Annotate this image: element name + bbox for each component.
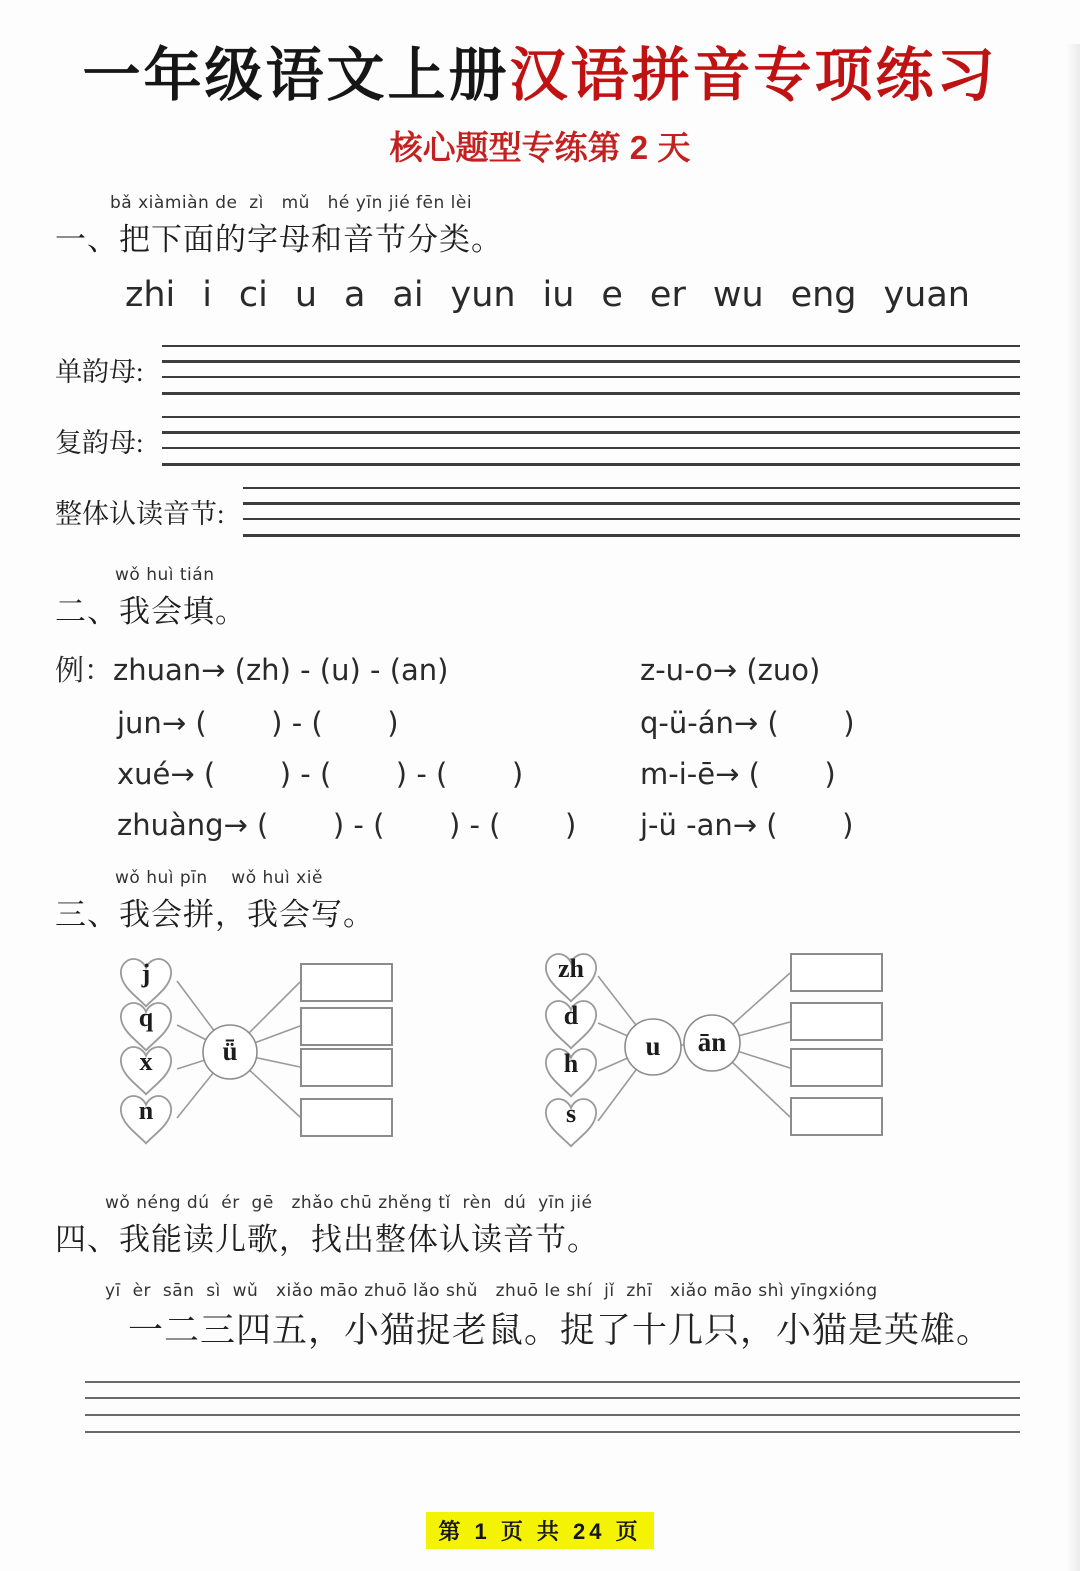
writing-staff xyxy=(162,345,1020,395)
heart-letter: j xyxy=(141,958,151,988)
syllable-item: u xyxy=(294,274,318,315)
syllable-item: ci xyxy=(238,274,268,315)
section2-pinyin: wǒ huì tián xyxy=(115,564,215,585)
syllable-item: i xyxy=(202,274,212,315)
section4-heading: 四、我能读儿歌，找出整体认读音节。 xyxy=(55,1221,599,1257)
fill-expression: z-u-o→ (zuo) xyxy=(640,652,821,687)
initial-heart xyxy=(540,1043,602,1100)
syllable-item: er xyxy=(649,274,686,315)
section3-heading: 三、我会拼，我会写。 xyxy=(55,896,375,932)
page-footer xyxy=(0,1512,1080,1549)
fill-expression: j-ü -an→ ( ) xyxy=(640,807,854,842)
vowel-circle-label: ǖ xyxy=(222,1035,238,1066)
fill-row xyxy=(55,706,1020,740)
fill-expression: 例：zhuan→ (zh) - (u) - (an) xyxy=(55,652,449,687)
poem-pinyin: yī èr sān sì wǔ xiǎo māo zhuō lǎo shǔ zhuō le shí jǐ zhī xiǎo māo shì yīngxióng xyxy=(105,1280,878,1301)
section-spell-write xyxy=(55,868,1020,1163)
fill-rows xyxy=(55,648,1020,842)
scan-edge-shadow xyxy=(1066,44,1080,1571)
section1-pinyin: bǎ xiàmiàn de zì mǔ hé yīn jié fēn lèi xyxy=(110,192,473,213)
syllable-item: ai xyxy=(392,274,424,315)
heart-letter: zh xyxy=(558,953,584,983)
syllable-item: e xyxy=(601,274,623,315)
section2-heading: 二、我会填。 xyxy=(55,593,247,629)
poem-text: 一二三四五，小猫捉老鼠。捉了十几只，小猫是英雄。 xyxy=(128,1310,993,1350)
page-title-red: 汉语拼音专项练习 xyxy=(509,43,998,108)
syllable-item: yuan xyxy=(883,274,970,315)
fill-expression: xué→ ( ) - ( ) - ( ) xyxy=(117,756,524,791)
syllable-item: iu xyxy=(542,274,575,315)
syllable-item: wu xyxy=(712,274,764,315)
answer-box xyxy=(790,953,883,992)
syllable-item: a xyxy=(343,274,366,315)
section-read-rhyme xyxy=(55,1193,1020,1353)
initial-heart xyxy=(540,1093,602,1150)
page-title-black: 一年级语文上册 xyxy=(82,43,510,108)
heart-letter: d xyxy=(563,1000,579,1030)
diagram-u-umlaut xyxy=(115,948,415,1153)
fill-expression: zhuàng→ ( ) - ( ) - ( ) xyxy=(117,807,577,842)
page-subtitle: 核心题型专练第 2 天 xyxy=(389,128,691,166)
heart-letter: n xyxy=(138,1095,154,1125)
answer-box xyxy=(300,1098,393,1137)
fill-row xyxy=(55,808,1020,842)
initial-heart xyxy=(115,1090,177,1147)
syllable-item: zhi xyxy=(125,274,176,315)
category-label: 单韵母: xyxy=(55,357,144,388)
category-lines xyxy=(55,345,1020,537)
heart-letter: s xyxy=(565,1098,577,1128)
category-row-whole-syllables xyxy=(55,487,1020,537)
heart-letter: q xyxy=(138,1002,154,1032)
syllable-list xyxy=(125,275,970,315)
category-label: 复韵母: xyxy=(55,428,144,459)
answer-box xyxy=(300,1048,393,1087)
answer-box xyxy=(790,1002,883,1041)
writing-staff xyxy=(162,416,1020,466)
syllable-item: yun xyxy=(450,274,516,315)
fill-row-example xyxy=(55,648,1020,689)
writing-staff xyxy=(85,1381,1020,1433)
section4-pinyin: wǒ néng dú ér gē zhǎo chū zhěng tǐ rèn dú yīn jié xyxy=(105,1192,593,1213)
diagram-area xyxy=(55,948,1020,1163)
category-label: 整体认读音节: xyxy=(55,499,225,530)
answer-box xyxy=(790,1048,883,1087)
heart-letter: h xyxy=(563,1048,579,1078)
answer-box xyxy=(300,1007,393,1046)
section1-heading: 一、把下面的字母和音节分类。 xyxy=(55,221,503,257)
category-row-single-finals xyxy=(55,345,1020,395)
writing-staff xyxy=(243,487,1020,537)
final-circle-label: ān xyxy=(697,1026,727,1057)
fill-expression: m-i-ē→ ( ) xyxy=(640,756,836,791)
diagram-u-an xyxy=(540,948,890,1153)
page-number-badge: 第 1 页 共 24 页 xyxy=(426,1512,653,1549)
category-row-compound-finals xyxy=(55,416,1020,466)
section-classify xyxy=(55,193,1020,537)
section3-pinyin: wǒ huì pīn wǒ huì xiě xyxy=(115,867,323,888)
worksheet-page xyxy=(0,44,1080,1571)
answer-box xyxy=(300,963,393,1002)
poem-block xyxy=(55,1281,1020,1353)
answer-box xyxy=(790,1097,883,1136)
fill-expression: jun→ ( ) - ( ) xyxy=(117,705,399,740)
vowel-circle-label: u xyxy=(645,1030,661,1061)
fill-expression: q-ü-án→ ( ) xyxy=(640,705,855,740)
section-fill-in xyxy=(55,565,1020,842)
syllable-item: eng xyxy=(790,274,857,315)
fill-row xyxy=(55,757,1020,791)
page-title xyxy=(0,44,1080,108)
heart-letter: x xyxy=(139,1046,153,1076)
